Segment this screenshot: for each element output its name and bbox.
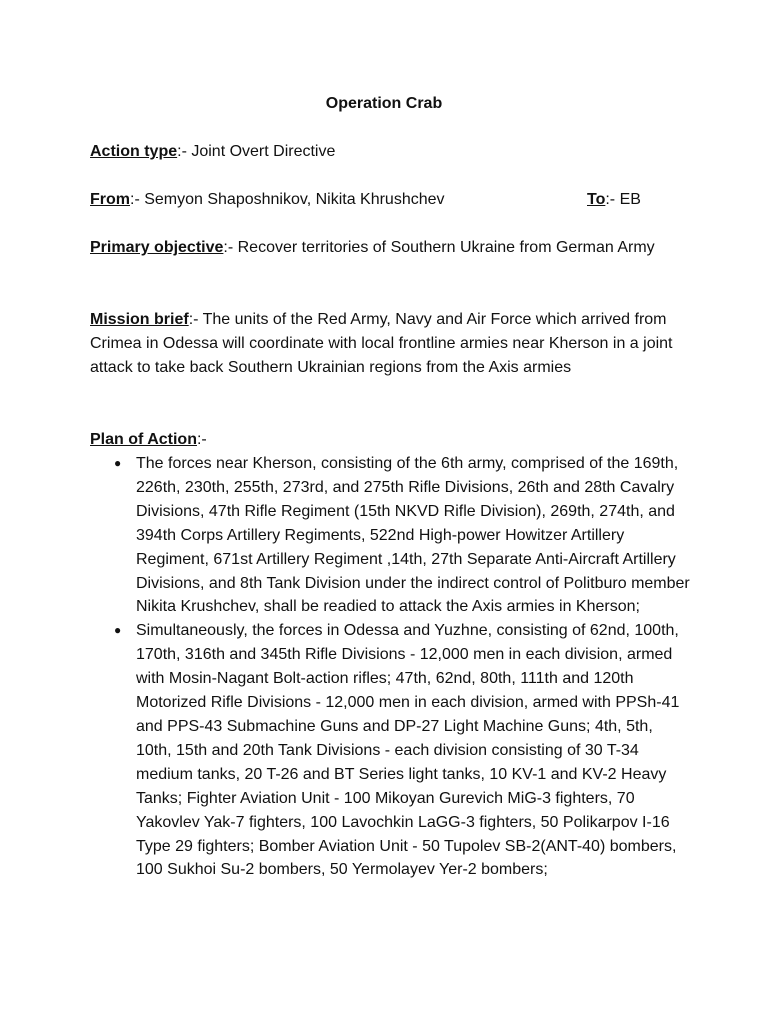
to-value: EB xyxy=(619,191,641,208)
primary-objective-label: Primary objective xyxy=(90,239,224,256)
list-item-text: The forces near Kherson, consisting of the 6th army, comprised of the 169th, 226th, 230th, 255th, 273rd, and 275th Rifle Divisions, 26th and 28th Cavalry Divisions, 47th Rifle Regiment (15th NKVD Rifle Division), 269th, 274th, and 394th Corps Artillery Regiments, 522nd High-power Howitzer Artillery Regiment, 671st Artillery Regiment ,14th, 27th Separate Anti-Aircraft Artillery Divisions, and 8th Tank Division under the indirect control of Politburo member Nikita Krushchev, shall be readied to attack the Axis armies in Kherson; xyxy=(136,455,690,616)
from-label: From xyxy=(90,191,130,208)
from-separator: :- xyxy=(130,191,145,208)
list-item-text: Simultaneously, the forces in Odessa and Yuzhne, consisting of 62nd, 100th, 170th, 316th and 345th Rifle Divisions - 12,000 men in each division, armed with Mosin-Nagant Bolt-action rifles; 47th, 62nd, 80th, 111th and 120th Motorized Rifle Divisions - 12,000 men in each division, armed with PPSh-41 and PPS-43 Submachine Guns and DP-27 Light Machine Guns; 4th, 5th, 10th, 15th and 20th Tank Divisions - each division consisting of 30 T-34 medium tanks, 20 T-26 and BT Series light tanks, 10 KV-1 and KV-2 Heavy Tanks; Fighter Aviation Unit - 100 Mikoyan Gurevich MiG-3 fighters, 70 Yakovlev Yak-7 fighters, 100 Lavochkin LaGG-3 fighters, 50 Polikarpov I-16 Type 29 fighters; Bomber Aviation Unit - 50 Tupolev SB-2(ANT-40) bombers, 100 Sukhoi Su-2 bombers, 50 Yermolayev Yer-2 bombers; xyxy=(136,622,680,879)
plan-of-action-separator: :- xyxy=(196,431,207,448)
plan-of-action-heading xyxy=(90,428,680,452)
document-title: Operation Crab xyxy=(325,95,443,112)
to-separator: :- xyxy=(605,191,620,208)
primary-objective-value: Recover territories of Southern Ukraine from German Army xyxy=(237,239,655,256)
mission-brief-paragraph xyxy=(90,308,680,380)
bullet-icon: ● xyxy=(114,456,122,470)
action-type-value: Joint Overt Directive xyxy=(191,143,336,160)
action-type-line xyxy=(90,140,680,164)
action-type-label: Action type xyxy=(90,143,178,160)
action-type-separator: :- xyxy=(177,143,192,160)
mission-brief-value: The units of the Red Army, Navy and Air Force which arrived from Crimea in Odessa will coordinate with local frontline armies near Kherson in a joint attack to take back Southern Ukrainian regions from the Axis armies xyxy=(90,311,673,376)
bullet-icon: ● xyxy=(114,623,122,638)
to-line xyxy=(587,188,641,212)
list-item xyxy=(90,452,690,619)
plan-of-action-list xyxy=(90,452,690,882)
primary-objective-paragraph xyxy=(90,236,680,260)
from-value: Semyon Shaposhnikov, Nikita Khrushchev xyxy=(144,191,445,208)
mission-brief-separator: :- xyxy=(188,311,203,328)
mission-brief-label: Mission brief xyxy=(90,311,189,328)
to-label: To xyxy=(587,191,606,208)
plan-of-action-label: Plan of Action xyxy=(90,431,197,448)
list-item xyxy=(90,619,690,882)
primary-objective-separator: :- xyxy=(223,239,238,256)
